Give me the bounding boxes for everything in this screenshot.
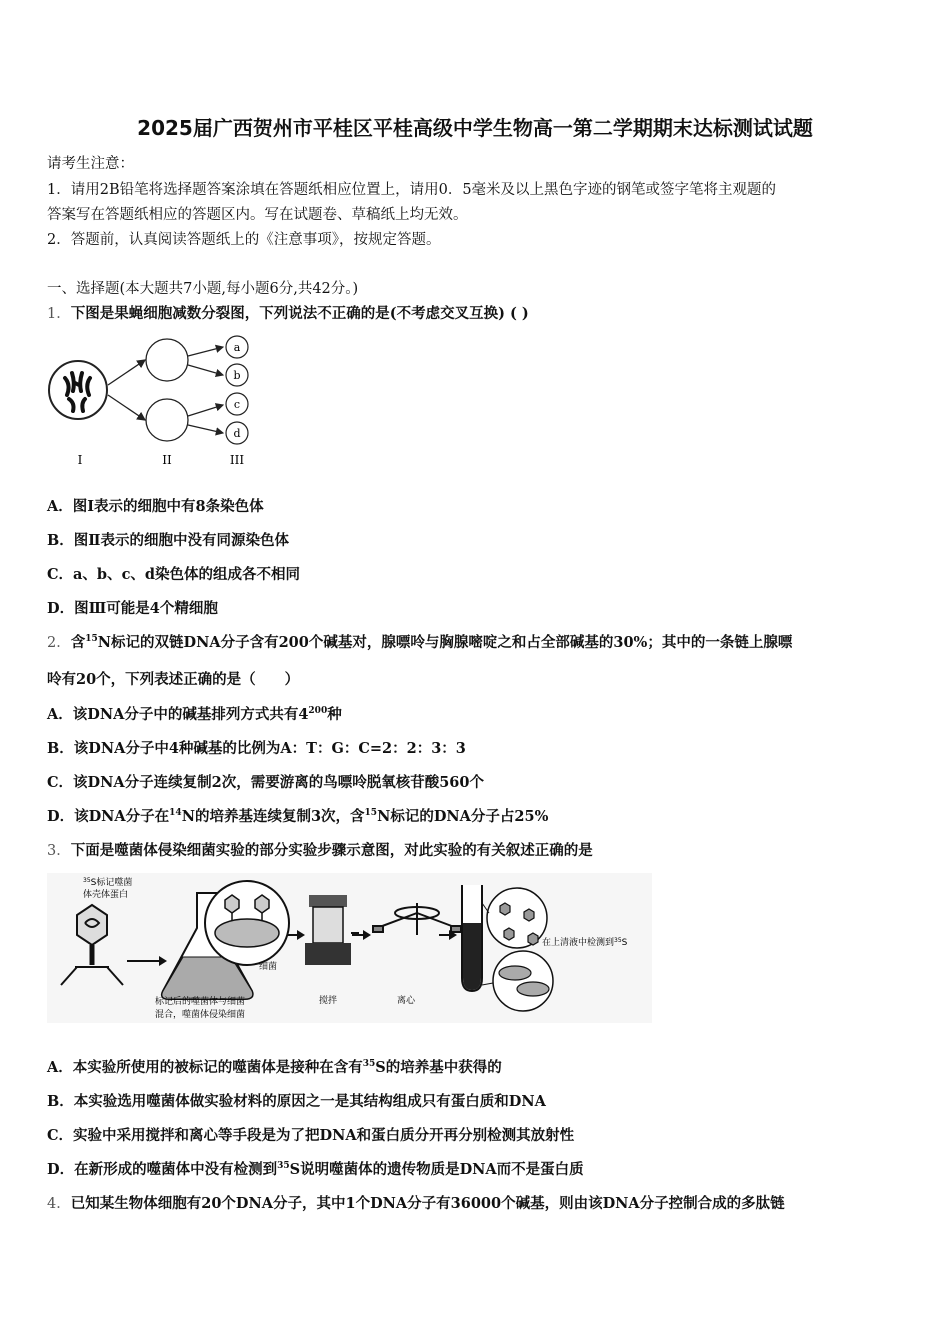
label-centrifuge: 离心: [397, 996, 416, 1006]
label-mix-1: 标记后的噬菌体与细菌: [155, 997, 246, 1007]
option-text: 种: [327, 706, 342, 723]
meiosis-figure: [45, 333, 260, 473]
q2-option-b: B．该DNA分子中4种碱基的比例为A：T：G：C=2：2：3：3: [47, 740, 466, 757]
option-text: N标记的DNA分子占25%: [377, 808, 549, 825]
stem-text: 含: [70, 634, 86, 651]
question-3-stem: [47, 839, 593, 860]
q1-option-d: D．图Ⅲ可能是4个精细胞: [47, 600, 218, 617]
q3-option-b: B．本实验选用噬菌体做实验材料的原因之一是其结构组成只有蛋白质和DNA: [47, 1093, 546, 1110]
question-text: 下图是果蝇细胞减数分裂图，下列说法不正确的是(不考虑交叉互换) ( ): [70, 305, 529, 322]
q2-option-c: C．该DNA分子连续复制2次，需要游离的鸟嘌呤脱氧核苷酸560个: [47, 774, 484, 791]
q2-option-a: [47, 703, 342, 724]
isotope-sup: 15: [85, 634, 98, 644]
option-text: D．该DNA分子在: [47, 808, 170, 825]
cell-ii-bottom: [146, 399, 188, 441]
isotope-sup: 35: [362, 1059, 376, 1069]
notice-heading: 请考生注意：: [47, 156, 134, 172]
pellet-zoom: [493, 951, 553, 1011]
isotope-sup: 14: [169, 808, 182, 818]
exponent-sup: 200: [308, 706, 328, 716]
cell-label-c: c: [233, 398, 241, 411]
question-number: 2．: [47, 635, 71, 651]
label-bacteria: 细菌: [259, 962, 278, 972]
question-number: 4．: [47, 1196, 71, 1212]
question-number: 3．: [47, 843, 71, 859]
question-text: 下面是噬菌体侵染细菌实验的部分实验步骤示意图，对此实验的有关叙述正确的是: [70, 842, 593, 859]
cell-label-a: a: [233, 341, 241, 354]
q1-option-b: B．图Ⅱ表示的细胞中没有同源染色体: [47, 532, 289, 549]
cell-ii-top: [146, 339, 188, 381]
stage-label-i: I: [77, 453, 83, 467]
question-2-stem-cont: 呤有20个，下列表述正确的是（ ）: [47, 671, 300, 688]
question-number: 1．: [47, 306, 71, 322]
cell-label-b: b: [233, 369, 241, 382]
stage-label-iii: III: [229, 453, 245, 467]
label-stir: 搅拌: [319, 996, 338, 1006]
bacterium-icon: [215, 919, 279, 947]
section-heading: 一、选择题(本大题共7小题,每小题6分,共42分。): [47, 281, 359, 297]
stem-text: N标记的双链DNA分子含有200个碱基对，腺嘌呤与胸腺嘧啶之和占全部碱基的30%；其中的一条链上腺嘌: [97, 634, 793, 651]
option-text: A．该DNA分子中的碱基排列方式共有4: [47, 706, 309, 723]
option-text: A．本实验所使用的被标记的噬菌体是接种在含有: [47, 1059, 363, 1076]
q1-option-a: A．图Ⅰ表示的细胞中有8条染色体: [47, 498, 264, 515]
question-1-stem: [47, 302, 529, 323]
notice-item-1b: 答案写在答题纸相应的答题区内。写在试题卷、草稿纸上均无效。: [47, 207, 468, 223]
chromosomes: [65, 373, 90, 411]
cell-i: [49, 361, 107, 419]
label-detect: 在上清液中检测到$^{35}$S: [542, 937, 628, 948]
question-text: 已知某生物体细胞有20个DNA分子，其中1个DNA分子有36000个碱基，则由该DNA分子控制合成的多肽链: [70, 1195, 785, 1212]
test-tube-icon: [462, 885, 482, 991]
label-labeled-protein: $^{35}$S标记噬菌: [83, 877, 133, 888]
cell-label-d: d: [233, 427, 241, 440]
q2-option-d: [47, 805, 548, 826]
question-4-stem: [47, 1192, 785, 1213]
label-labeled-protein-2: 体壳体蛋白: [83, 890, 129, 900]
q3-option-d: [47, 1158, 584, 1179]
option-text: S的培养基中获得的: [375, 1059, 502, 1076]
q3-option-c: C．实验中采用搅拌和离心等手段是为了把DNA和蛋白质分开再分别检测其放射性: [47, 1127, 575, 1144]
q1-option-c: C．a、b、c、d染色体的组成各不相同: [47, 566, 301, 583]
label-mix-2: 混合，噬菌体侵染细菌: [155, 1010, 246, 1020]
question-2-stem: [47, 631, 792, 652]
option-text: N的培养基连续复制3次，含: [181, 808, 365, 825]
phage-experiment-figure: [47, 873, 652, 1023]
notice-item-2: 2．答题前，认真阅读答题纸上的《注意事项》，按规定答题。: [47, 232, 441, 248]
notice-item-1a: 1．请用2B铅笔将选择题答案涂填在答题纸相应位置上，请用0．5毫米及以上黑色字迹的钢笔或签字笔将主观题的: [47, 182, 777, 198]
option-text: S说明噬菌体的遗传物质是DNA而不是蛋白质: [289, 1161, 584, 1178]
stage-label-ii: II: [162, 453, 172, 467]
isotope-sup: 35: [277, 1161, 290, 1171]
q3-option-a: [47, 1056, 502, 1077]
option-text: D．在新形成的噬菌体中没有检测到: [47, 1161, 278, 1178]
page-title: 2025届广西贺州市平桂区平桂高级中学生物高一第二学期期末达标测试试题: [137, 116, 813, 140]
isotope-sup: 15: [364, 808, 378, 818]
